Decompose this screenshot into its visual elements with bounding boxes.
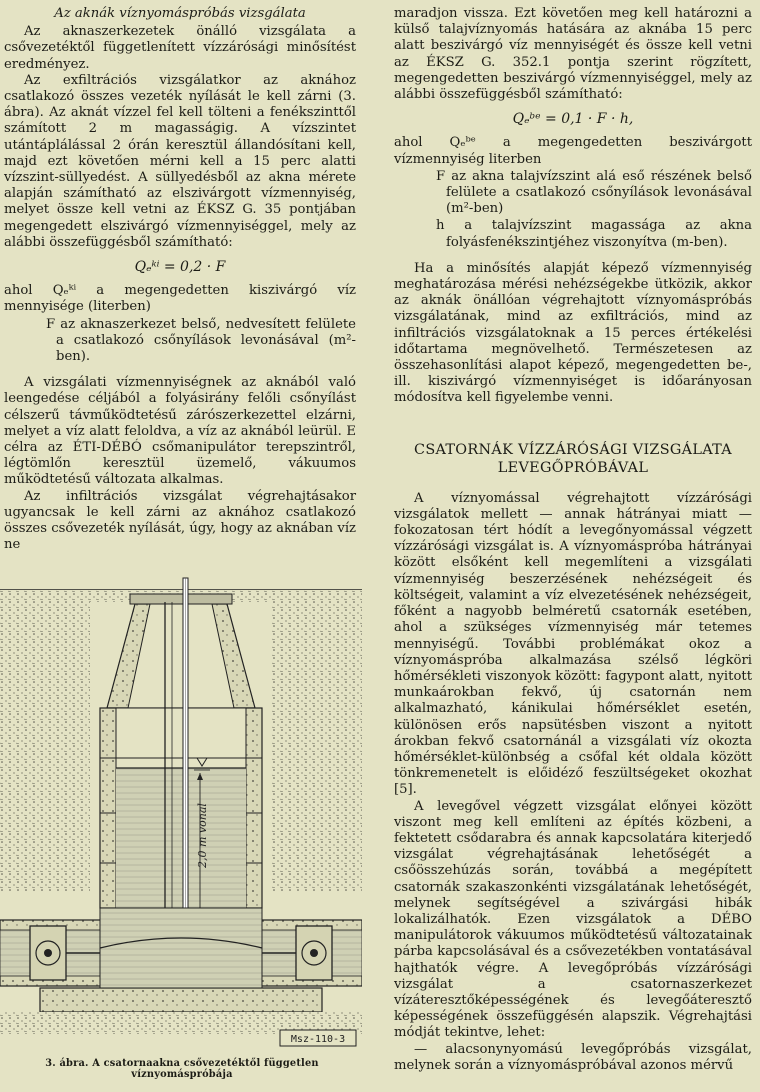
- section-title: Az aknák víznyomáspróbás vizsgálata: [54, 6, 306, 21]
- chapter-heading: CSATORNÁK VÍZZÁRÓSÁGI VIZSGÁLATA LEVEGŐPRÓBÁVAL: [414, 441, 732, 476]
- definition-item: h a talajvízszint magassága az akna folyásfenékszintjéhez viszonyítva (m-ben).: [436, 218, 752, 250]
- variable-definitions: [394, 135, 752, 250]
- stamp-label: Msz-110-3: [290, 1034, 346, 1045]
- paragraph: A víznyomással végrehajtott vízzárósági vizsgálatok mellett — annak hátrányai miatt — fokozatosan tért hódít a levegőnyomással végzett vízzárósági vizsgálat is. A víznyomáspróba hátrányai között elsőként kell megemlíteni a vizsgálati vízmennyiség beszerzésének nehézségeit és költségeit, valamint a víz elvezetésének nehézségeit, főként a nagyobb belméretű csatornák esetében, ahol a szükséges vízmennyiség már tetemes mennyiségű. További problémákat okoz a víznyomáspróba alkalmazása szélső légköri hőmérsékleti viszonyok között: fagypont alatt, nyitott munkaárokban fekvő, új csatornán nem alkalmazható, kánikulai hőmérséklet esetén, különösen erős napsütésben viszont a nyitott árokban fekvő csatornánál a vizsgálati víz okozta hőmérséklet-különbség a csőfal két oldala között tönkremenetelt is előidéző feszültségeket okozhat [5].: [394, 490, 752, 798]
- drawing-stamp: [280, 1030, 356, 1046]
- manhole-diagram: [0, 568, 362, 1054]
- definition-item: F az akna talajvízszint alá eső részének belső felülete a csatlakozó csőnyílások levonásával (m²-ben): [436, 168, 752, 217]
- measuring-rod: [183, 578, 188, 958]
- definition-head: ahol Qₑᵏⁱ a megengedetten kiszivárgó víz mennyisége (literben): [4, 283, 356, 315]
- paragraph: Az infiltrációs vizsgálat végrehajtásakor ugyancsak le kell zárni az aknához csatlakozó összes csővezeték nyílását, úgy, hogy az aknában víz ne: [4, 488, 356, 553]
- paragraph: Az exfiltrációs vizsgálatkor az aknához csatlakozó összes vezeték nyílását le kell zárni (3. ábra). Az aknát vízzel fel kell tölteni a fenékszinttől számított 2 m magasságig. A vízszintet utántáplálással 2 órán keresztül állandósítani kell, majd ezt követően mérni kell a 15 perc alatti vízszint-süllyedést. A süllyedésből az akna mérete alapján számítható az elszivárgott vízmennyiség, melyet össze kell vetni az ÉKSZ G. 35 pontjában megengedett elszivárgó vízmennyiséggel, mely az alábbi összefüggésből számítható:: [4, 72, 356, 250]
- formula-inflow: Qₑᵇᵉ = 0,1 · F · h,: [512, 111, 634, 128]
- paragraph: Ha a minősítés alapját képező vízmennyiség meghatározása mérési nehézségekbe ütközik, akkor az aknák önállóan végrehajtott víznyomáspróbás vizsgálatának, mind az exfiltrációs, mind az infiltrációs vizsgálatoknak a 15 perces értékelési időtartama megnövelhető. Természetesen az összehasonlítási alapot képező, megengedetten be-, ill. kiszivárgó vízmennyiséget is időarányosan módosítva kell figyelembe venni.: [394, 260, 752, 406]
- paragraph: maradjon vissza. Ezt követően meg kell határozni a külső talajvíznyomás hatására az aknába 15 perc alatt beszivárgó víz mennyiségét és össze kell vetni az ÉKSZ G. 352.1 pontja szerint rögzített, megengedetten beszivárgó vízmennyiséggel, mely az alábbi összefüggésből számítható:: [394, 6, 752, 103]
- figure-caption: 3. ábra. A csatornaakna csővezetéktől független víznyomáspróbája: [45, 1058, 319, 1080]
- formula-outflow: Qₑᵏⁱ = 0,2 · F: [134, 259, 226, 276]
- soil-left: [0, 602, 90, 892]
- height-label: 2,0 m vonal: [196, 803, 209, 868]
- left-column: [4, 6, 356, 554]
- test-water: [116, 768, 246, 918]
- right-column: [394, 6, 752, 1074]
- paragraph: A levegővel végzett vizsgálat előnyei között viszont meg kell említeni az építés közbeni, a fektetett csődarabra és annak kapcsolatára kiterjedő vizsgálat végrehajtásának lehetőségét a csőösszehúzás során, továbbá a megépített csatornák szakaszonkénti vizsgálatának lehetőségét, melynek segítségével a szivárgási hibák lokalizálhatók. Ezen vizsgálatok a DÉBO manipulátorok vákuumos működtetésű változatainak párba kapcsolásával és a csővezetékben vontatásával hajthatók végre. A levegőpróbás vízzárósági vizsgálat a csatornaszerkezet vízáteresztőképességének és levegőáteresztő képességének összefüggésén alapszik. Végrehajtási módját tekintve, lehet:: [394, 798, 752, 1041]
- variable-definitions: [4, 283, 356, 365]
- soil-right: [272, 602, 362, 892]
- definition-item: F az aknaszerkezet belső, nedvesített felülete a csatlakozó csőnyílások levonásával (m²-ben).: [46, 316, 356, 365]
- definition-head: ahol Qₑᵇᵉ a megengedetten beszivárgott vízmennyiség literben: [394, 135, 752, 167]
- manhole-cover-frame: [130, 594, 232, 604]
- base-slab: [40, 988, 322, 1012]
- paragraph: A vizsgálati vízmennyiségnek az aknából való leengedése céljából a folyásirány felőli csőnyílást célszerű távműködtetésű zárószerkezettel elzárni, melyet a víz alatt feloldva, a víz az aknából leürül. E célra az ÉTI-DÉBÓ csőmanipulátor terepszintről, légtömlőn keresztül üzemelő, vákuumos működtetésű változata alkalmas.: [4, 375, 356, 488]
- paragraph: Az aknaszerkezetek önálló vizsgálata a csővezetéktől függetlenített vízzárósági minősítést eredményez.: [4, 24, 356, 72]
- paragraph: — alacsonynyomású levegőpróbás vizsgálat, melynek során a víznyomáspróbával azonos mérvű: [394, 1041, 752, 1073]
